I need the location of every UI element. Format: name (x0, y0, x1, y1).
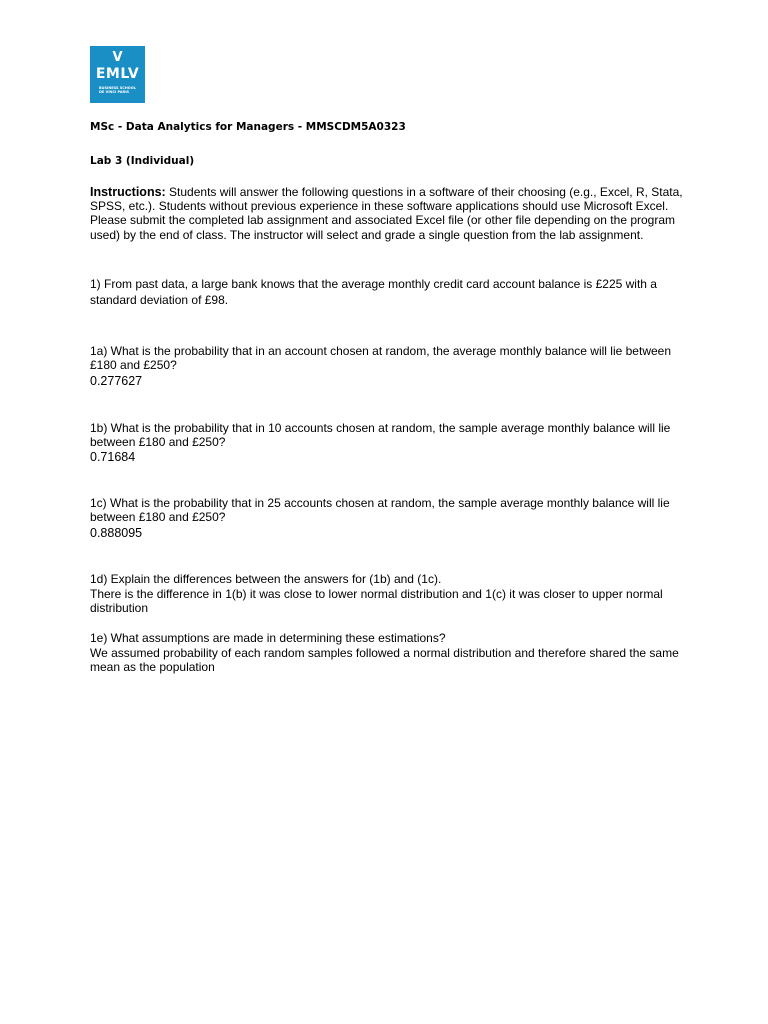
answer-1a: 0.277627 (90, 374, 143, 388)
question-1b: 1b) What is the probability that in 10 accounts chosen at random, the sample average monthly balance will lie between £180 and £250? (90, 421, 671, 450)
logo-wordmark: EMLV (95, 66, 140, 82)
answer-1d: There is the difference in 1(b) it was close to lower normal distribution and 1(c) it was closer to upper normal distribution (90, 587, 663, 616)
instructions-label: Instructions: (90, 185, 166, 199)
question-1d: 1d) Explain the differences between the answers for (1b) and (1c). (90, 572, 442, 586)
logo-subtitle: BUSINESS SCHOOL DE VINCI PARIS (99, 86, 136, 94)
instructions-text: Students will answer the following questions in a software of their choosing (e.g., Excel, R, Stata, SPSS, etc.). Students without previous experience in these software applications should use Microsoft Excel. Please submit the completed lab assignment and associated Excel file (or other file depending on the program used) by the end of class. The instructor will select and grade a single question from the lab assignment. (90, 185, 683, 242)
question-1: 1) From past data, a large bank knows that the average monthly credit card account balance is £225 with a standard deviation of £98. (90, 277, 657, 307)
school-logo (90, 46, 145, 103)
answer-1b: 0.71684 (90, 450, 136, 464)
course-title: MSc - Data Analytics for Managers - MMSCDM5A0323 (90, 121, 406, 133)
question-1a: 1a) What is the probability that in an account chosen at random, the average monthly balance will lie between £180 and £250? (90, 344, 672, 373)
question-1e: 1e) What assumptions are made in determining these estimations? (90, 631, 446, 645)
answer-1c: 0.888095 (90, 526, 143, 540)
answer-1e: We assumed probability of each random samples followed a normal distribution and therefore shared the same mean as the population (90, 646, 679, 675)
logo-v-mark-icon: V (112, 50, 123, 65)
instructions-paragraph (90, 185, 690, 242)
lab-title: Lab 3 (Individual) (90, 155, 195, 167)
question-1c: 1c) What is the probability that in 25 accounts chosen at random, the sample average monthly balance will lie between £180 and £250? (90, 496, 670, 525)
